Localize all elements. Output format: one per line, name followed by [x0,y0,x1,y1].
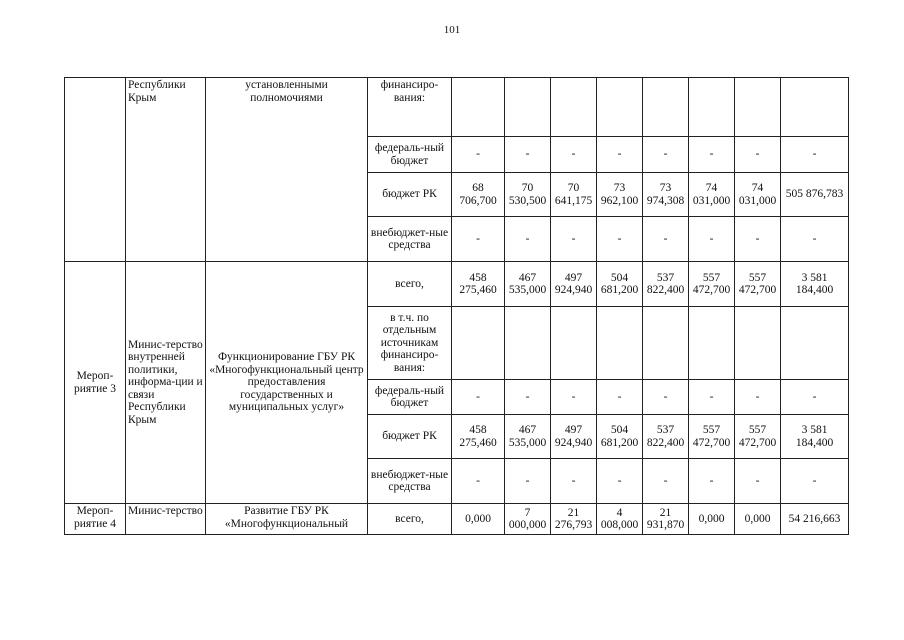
cell-value: 73 962,100 [597,173,643,217]
cell-value: - [781,459,849,504]
cell-value: - [505,217,551,262]
cell-value [597,307,643,380]
cell-value: - [735,217,781,262]
cell-value [643,78,689,137]
cell-value [597,78,643,137]
cell-value: - [781,380,849,415]
cell-value: 74 031,000 [735,173,781,217]
cell-value: 467 535,000 [505,415,551,459]
cell-value: - [597,459,643,504]
cell-value: 3 581 184,400 [781,415,849,459]
cell-funding-source: всего, [368,262,452,307]
cell-value: 70 530,500 [505,173,551,217]
cell-funding-source: внебюджет-ные средства [368,217,452,262]
cell-executor: Республики Крым [126,78,206,262]
cell-executor: Минис-терство [126,504,206,535]
cell-value [452,78,505,137]
cell-value: 0,000 [689,504,735,535]
cell-value: 467 535,000 [505,262,551,307]
cell-value: - [505,459,551,504]
cell-value: 458 275,460 [452,415,505,459]
cell-value: 21 276,793 [551,504,597,535]
cell-funding-source: бюджет РК [368,173,452,217]
cell-funding-source: федераль-ный бюджет [368,137,452,173]
cell-value: 7 000,000 [505,504,551,535]
cell-value: - [643,217,689,262]
cell-value: 504 681,200 [597,415,643,459]
cell-value [735,307,781,380]
cell-value [689,307,735,380]
cell-value: 557 472,700 [689,262,735,307]
cell-description: Развитие ГБУ РК «Многофункциональный [206,504,368,535]
cell-value: 21 931,870 [643,504,689,535]
cell-value: 73 974,308 [643,173,689,217]
cell-funding-source: в т.ч. по отдельным источникам финансиро-вания: [368,307,452,380]
cell-value: - [781,137,849,173]
table-row [65,78,849,137]
cell-value: - [551,380,597,415]
cell-value: - [689,217,735,262]
table-row [65,504,849,535]
cell-value [643,307,689,380]
cell-value: - [643,137,689,173]
cell-value [781,307,849,380]
cell-value [735,78,781,137]
cell-value: - [452,380,505,415]
cell-value: - [735,380,781,415]
cell-value: 557 472,700 [735,262,781,307]
cell-value: 4 008,000 [597,504,643,535]
cell-value: - [551,137,597,173]
cell-value: 70 641,175 [551,173,597,217]
cell-funding-source: внебюджет-ные средства [368,459,452,504]
cell-value: 0,000 [452,504,505,535]
cell-value: 74 031,000 [689,173,735,217]
cell-activity: Мероп-риятие 3 [65,262,126,504]
cell-value: - [689,137,735,173]
cell-value: - [597,217,643,262]
cell-value: - [551,217,597,262]
table-row [65,262,849,307]
page-number: 101 [443,24,461,36]
cell-value: 458 275,460 [452,262,505,307]
cell-value: - [643,380,689,415]
cell-value: 537 822,400 [643,262,689,307]
cell-value [551,307,597,380]
cell-value [505,307,551,380]
cell-description: установленными полномочиями [206,78,368,262]
cell-value: 497 924,940 [551,262,597,307]
cell-value: - [452,459,505,504]
cell-value [452,307,505,380]
cell-value: - [452,137,505,173]
cell-value: 505 876,783 [781,173,849,217]
cell-value: - [551,459,597,504]
cell-value: - [735,459,781,504]
cell-value: - [505,380,551,415]
cell-value: 497 924,940 [551,415,597,459]
cell-value [689,78,735,137]
cell-funding-source: финансиро-вания: [368,78,452,137]
cell-funding-source: федераль-ный бюджет [368,380,452,415]
cell-value: - [781,217,849,262]
cell-value: 557 472,700 [689,415,735,459]
cell-value: - [452,217,505,262]
cell-value: 3 581 184,400 [781,262,849,307]
budget-table [64,77,849,535]
cell-value: - [643,459,689,504]
table-body [65,78,849,535]
cell-value: 0,000 [735,504,781,535]
cell-value: 537 822,400 [643,415,689,459]
cell-value: - [689,380,735,415]
cell-value: 54 216,663 [781,504,849,535]
cell-funding-source: всего, [368,504,452,535]
cell-value: - [689,459,735,504]
cell-value [551,78,597,137]
cell-value: 68 706,700 [452,173,505,217]
cell-value [781,78,849,137]
cell-value: - [735,137,781,173]
cell-description: Функционирование ГБУ РК «Многофункциональный центр предоставления государственных и муниципальных услуг» [206,262,368,504]
cell-value: - [597,380,643,415]
cell-activity: Мероп-риятие 4 [65,504,126,535]
cell-value: - [505,137,551,173]
cell-value: 504 681,200 [597,262,643,307]
cell-value [505,78,551,137]
cell-value: 557 472,700 [735,415,781,459]
cell-funding-source: бюджет РК [368,415,452,459]
cell-value: - [597,137,643,173]
cell-executor: Минис-терство внутренней политики, информа-ции и связи Республики Крым [126,262,206,504]
cell-activity [65,78,126,262]
